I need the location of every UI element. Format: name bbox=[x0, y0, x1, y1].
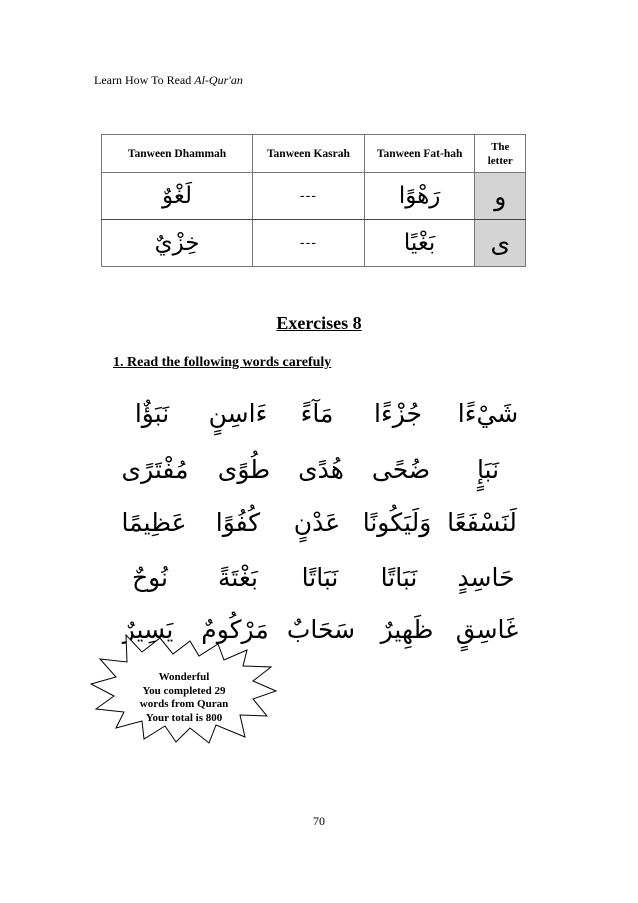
word-item: عَدْنٍ bbox=[293, 508, 341, 537]
header-tanween-dhammah: Tanween Dhammah bbox=[102, 135, 253, 173]
word-item: مُفْتَرًى bbox=[121, 455, 189, 484]
congrats-message bbox=[90, 671, 278, 725]
word-item: كُفُوًا bbox=[215, 508, 261, 537]
congrats-line: words from Quran bbox=[139, 698, 229, 710]
word-item: جُزْءًا bbox=[374, 399, 422, 428]
cell-dhammah bbox=[102, 220, 253, 267]
word-item: نَبَاتًا bbox=[301, 563, 339, 592]
word-item: نَبَؤٌا bbox=[134, 399, 170, 428]
word-item: وَلَيَكُونًا bbox=[362, 508, 432, 537]
word-fathah: بَغْيًا bbox=[403, 230, 436, 256]
word-dhammah: لَغْوٌ bbox=[162, 183, 193, 209]
letter: و bbox=[494, 181, 507, 211]
exercise-instruction: 1. Read the following words carefuly bbox=[113, 355, 332, 370]
word-dhammah: خِزْيٌ bbox=[154, 230, 200, 256]
cell-kasrah bbox=[253, 173, 365, 220]
word-kasrah: --- bbox=[299, 187, 317, 203]
word-fathah: رَهْوًا bbox=[398, 183, 441, 209]
congrats-burst bbox=[90, 633, 278, 745]
tanween-table bbox=[101, 134, 526, 267]
word-item: عَظِيمًا bbox=[121, 508, 187, 537]
word-item: بَغْتَةً bbox=[218, 563, 258, 592]
cell-letter bbox=[475, 173, 526, 220]
word-item: ظَهِيرٌ bbox=[380, 615, 434, 644]
cell-fathah bbox=[364, 173, 475, 220]
congrats-line: Your total is 800 bbox=[145, 711, 223, 724]
running-header bbox=[94, 73, 243, 88]
word-item: مَرْكُومٌ bbox=[201, 615, 269, 644]
running-header-book: Al-Qur'an bbox=[194, 73, 243, 87]
running-header-prefix: Learn How To Read bbox=[94, 73, 195, 87]
cell-fathah bbox=[364, 220, 475, 267]
word-item: ءَاسِنٍ bbox=[208, 399, 268, 428]
header-tanween-fathah: Tanween Fat-hah bbox=[364, 135, 475, 173]
header-the-letter bbox=[475, 135, 526, 173]
word-item: غَاسِقٍ bbox=[455, 615, 519, 644]
word-kasrah: --- bbox=[299, 234, 317, 250]
word-item: سَحَابٌ bbox=[286, 615, 356, 644]
word-item: نَبَاتًا bbox=[380, 563, 418, 592]
word-item: شَيْءًا bbox=[457, 399, 519, 428]
table-header-row bbox=[102, 135, 526, 173]
header-letter-line-2: letter bbox=[487, 154, 513, 167]
cell-dhammah bbox=[102, 173, 253, 220]
letter: ى bbox=[490, 228, 511, 258]
word-item: نَبَإٍ bbox=[476, 455, 500, 484]
word-item: يَسِيرٌ bbox=[122, 615, 174, 644]
congrats-line: Wonderful bbox=[158, 671, 210, 683]
word-item: لَنَسْفَعًا bbox=[447, 508, 517, 537]
page-number: 70 bbox=[313, 814, 325, 828]
word-item: هُدًى bbox=[298, 455, 344, 484]
header-letter-line-1: The bbox=[491, 140, 510, 153]
exercises-title: Exercises 8 bbox=[276, 313, 362, 333]
word-item: حَاسِدٍ bbox=[457, 563, 515, 592]
header-tanween-kasrah: Tanween Kasrah bbox=[253, 135, 365, 173]
word-item: نُوحٌ bbox=[131, 563, 168, 592]
word-item: مَآءً bbox=[300, 399, 334, 428]
congrats-line: You completed 29 bbox=[142, 684, 226, 697]
table-row bbox=[102, 173, 526, 220]
word-item: ضُحًى bbox=[371, 455, 431, 484]
cell-kasrah bbox=[253, 220, 365, 267]
table-row bbox=[102, 220, 526, 267]
cell-letter bbox=[475, 220, 526, 267]
word-item: طُوًى bbox=[217, 455, 271, 484]
